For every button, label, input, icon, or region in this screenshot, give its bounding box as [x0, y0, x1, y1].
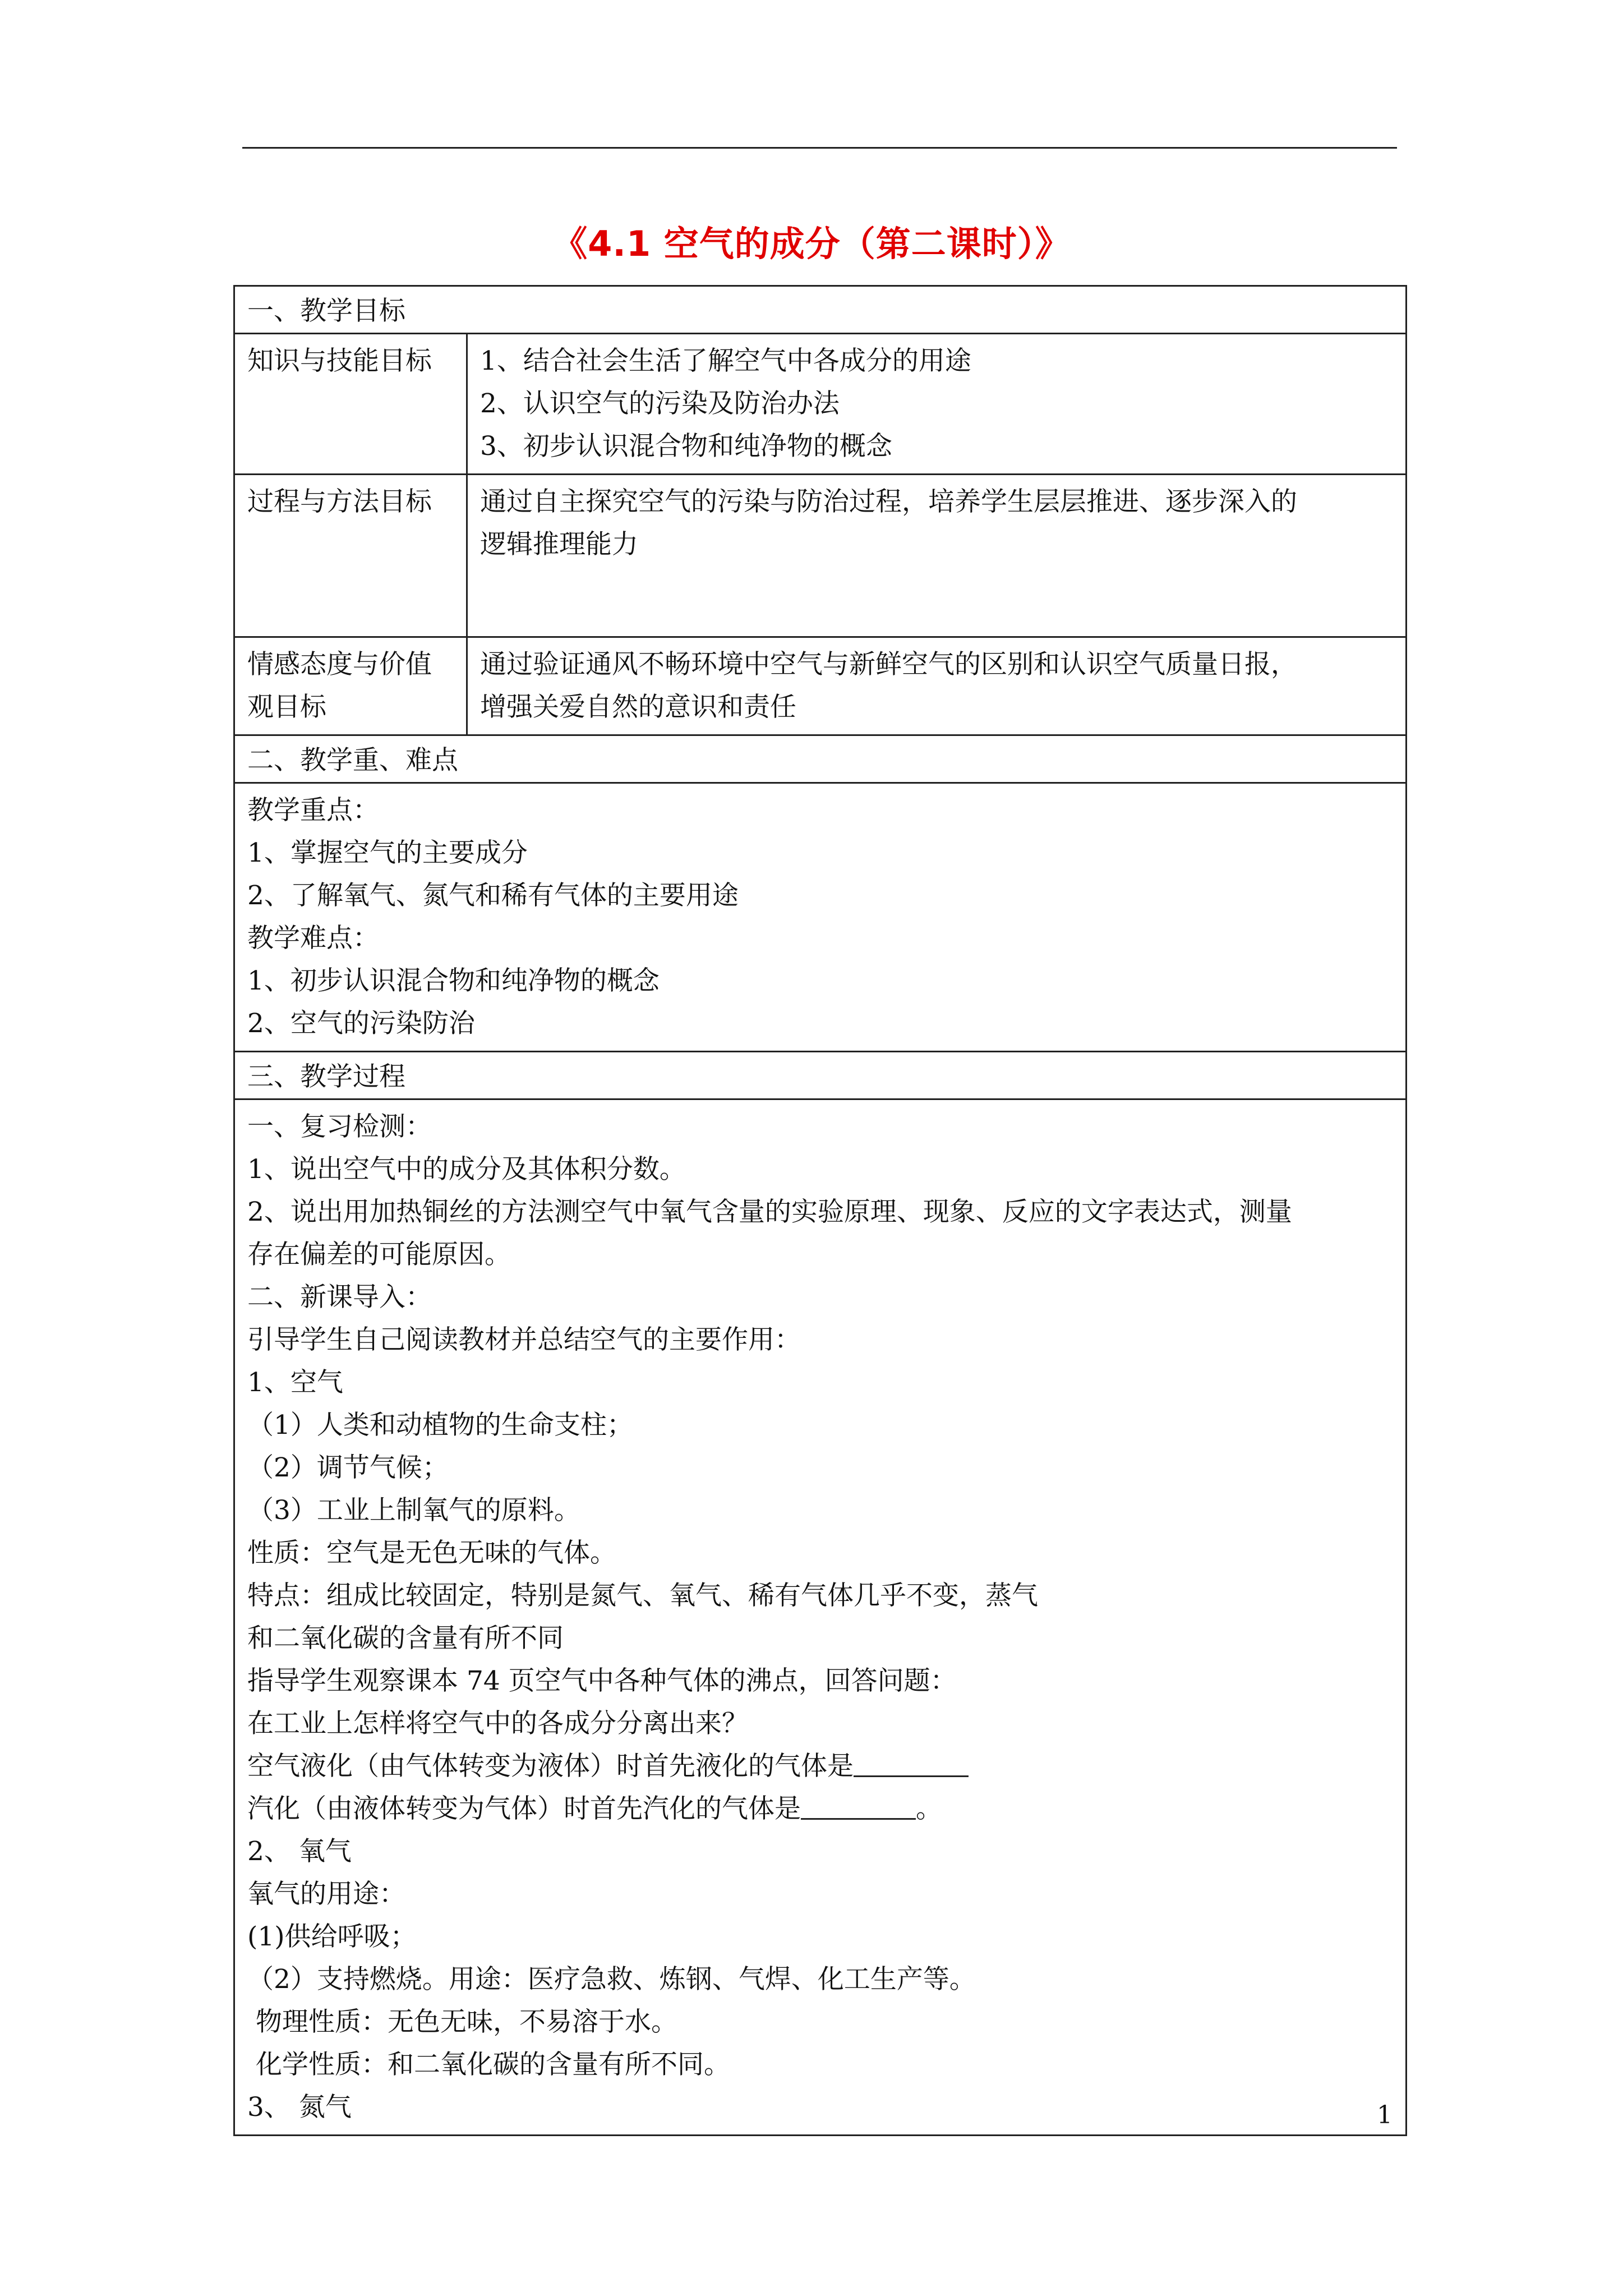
objective-label: 过程与方法目标	[234, 475, 467, 637]
lesson-plan-table	[233, 285, 1407, 2136]
section-heading-row	[234, 1052, 1407, 1099]
objective-label: 知识与技能目标	[234, 334, 467, 475]
section1-heading: 一、教学目标	[234, 286, 1407, 334]
text-line: 2、 氧气	[247, 1836, 352, 1867]
text-line: 和二氧化碳的含量有所不同	[247, 1623, 564, 1654]
objective-line: 2、认识空气的污染及防治办法	[480, 388, 840, 419]
text-line: （1）人类和动植物的生命支柱；	[247, 1410, 633, 1441]
text-line: 2、空气的污染防治	[247, 1008, 475, 1039]
text-line: 特点：组成比较固定，特别是氮气、氧气、稀有气体几乎不变，蒸气	[247, 1580, 1038, 1611]
objective-line: 3、初步认识混合物和纯净物的概念	[480, 431, 892, 462]
text-line: 引导学生自己阅读教材并总结空气的主要作用：	[247, 1324, 801, 1355]
text-line: 1、说出空气中的成分及其体积分数。	[247, 1154, 686, 1185]
objective-label: 情感态度与价值观目标	[234, 637, 467, 735]
key-points-content	[234, 783, 1407, 1052]
text-line: （2）调节气候；	[247, 1452, 449, 1483]
text-line: 氧气的用途：	[247, 1879, 405, 1910]
fill-blank-prompt: 空气液化（由气体转变为液体）时首先液化的气体是	[247, 1751, 854, 1782]
teaching-process-content	[234, 1099, 1407, 2136]
text-line: (1)供给呼吸；	[247, 1921, 417, 1952]
text-line: 2、了解氧气、氮气和稀有气体的主要用途	[247, 880, 739, 911]
objective-content	[467, 334, 1407, 475]
page-number: 1	[1377, 2101, 1393, 2129]
text-line: 教学重点：	[247, 795, 379, 826]
answer-blank	[801, 1792, 916, 1820]
text-line: 化学性质：和二氧化碳的含量有所不同。	[247, 2049, 730, 2080]
text-line: 在工业上怎样将空气中的各成分分离出来？	[247, 1708, 748, 1739]
text-line: 一、复习检测：	[247, 1111, 432, 1142]
objective-content	[467, 637, 1407, 735]
objective-line: 1、结合社会生活了解空气中各成分的用途	[480, 346, 971, 376]
text-line: 1、空气	[247, 1367, 343, 1398]
text-line: 物理性质：无色无味，不易溶于水。	[247, 2007, 677, 2037]
text-line: 3、 氮气	[247, 2092, 352, 2123]
objective-line: 增强关爱自然的意识和责任	[480, 692, 796, 723]
text-line: 2、说出用加热铜丝的方法测空气中氧气含量的实验原理、现象、反应的文字表达式，测量	[247, 1197, 1292, 1227]
section-heading-row	[234, 286, 1407, 334]
answer-blank	[854, 1750, 969, 1777]
text-line: （2）支持燃烧。用途：医疗急救、炼钢、气焊、化工生产等。	[247, 1964, 976, 1995]
objective-row-attitude	[234, 637, 1407, 735]
objective-line: 逻辑推理能力	[480, 529, 638, 560]
section-heading-row	[234, 735, 1407, 783]
text-line: （3）工业上制氧气的原料。	[247, 1495, 580, 1526]
objective-line: 通过自主探究空气的污染与防治过程，培养学生层层推进、逐步深入的	[480, 486, 1297, 517]
fill-blank-line	[247, 1745, 1393, 1788]
document-title: 《4.1 空气的成分（第二课时）》	[552, 223, 1071, 264]
fill-blank-prompt: 汽化（由液体转变为气体）时首先汽化的气体是	[247, 1793, 801, 1824]
section2-heading: 二、教学重、难点	[234, 735, 1407, 783]
objective-row-process	[234, 475, 1407, 637]
text-line: 二、新课导入：	[247, 1282, 432, 1313]
header-rule	[242, 147, 1397, 149]
objective-content	[467, 475, 1407, 637]
section3-heading: 三、教学过程	[234, 1052, 1407, 1099]
objective-row-knowledge	[234, 334, 1407, 475]
fill-blank-line	[247, 1788, 1393, 1830]
text-line: 教学难点：	[247, 923, 379, 954]
key-points-row	[234, 783, 1407, 1052]
text-line: 1、初步认识混合物和纯净物的概念	[247, 965, 660, 996]
text-line: 性质：空气是无色无味的气体。	[247, 1538, 616, 1568]
text-line: 指导学生观察课本 74 页空气中各种气体的沸点，回答问题：	[247, 1665, 957, 1696]
sentence-period: 。	[916, 1793, 942, 1824]
text-line: 1、掌握空气的主要成分	[247, 838, 528, 868]
objective-line: 通过验证通风不畅环境中空气与新鲜空气的区别和认识空气质量日报，	[480, 649, 1297, 680]
text-line: 存在偏差的可能原因。	[247, 1239, 511, 1270]
teaching-process-row	[234, 1099, 1407, 2136]
